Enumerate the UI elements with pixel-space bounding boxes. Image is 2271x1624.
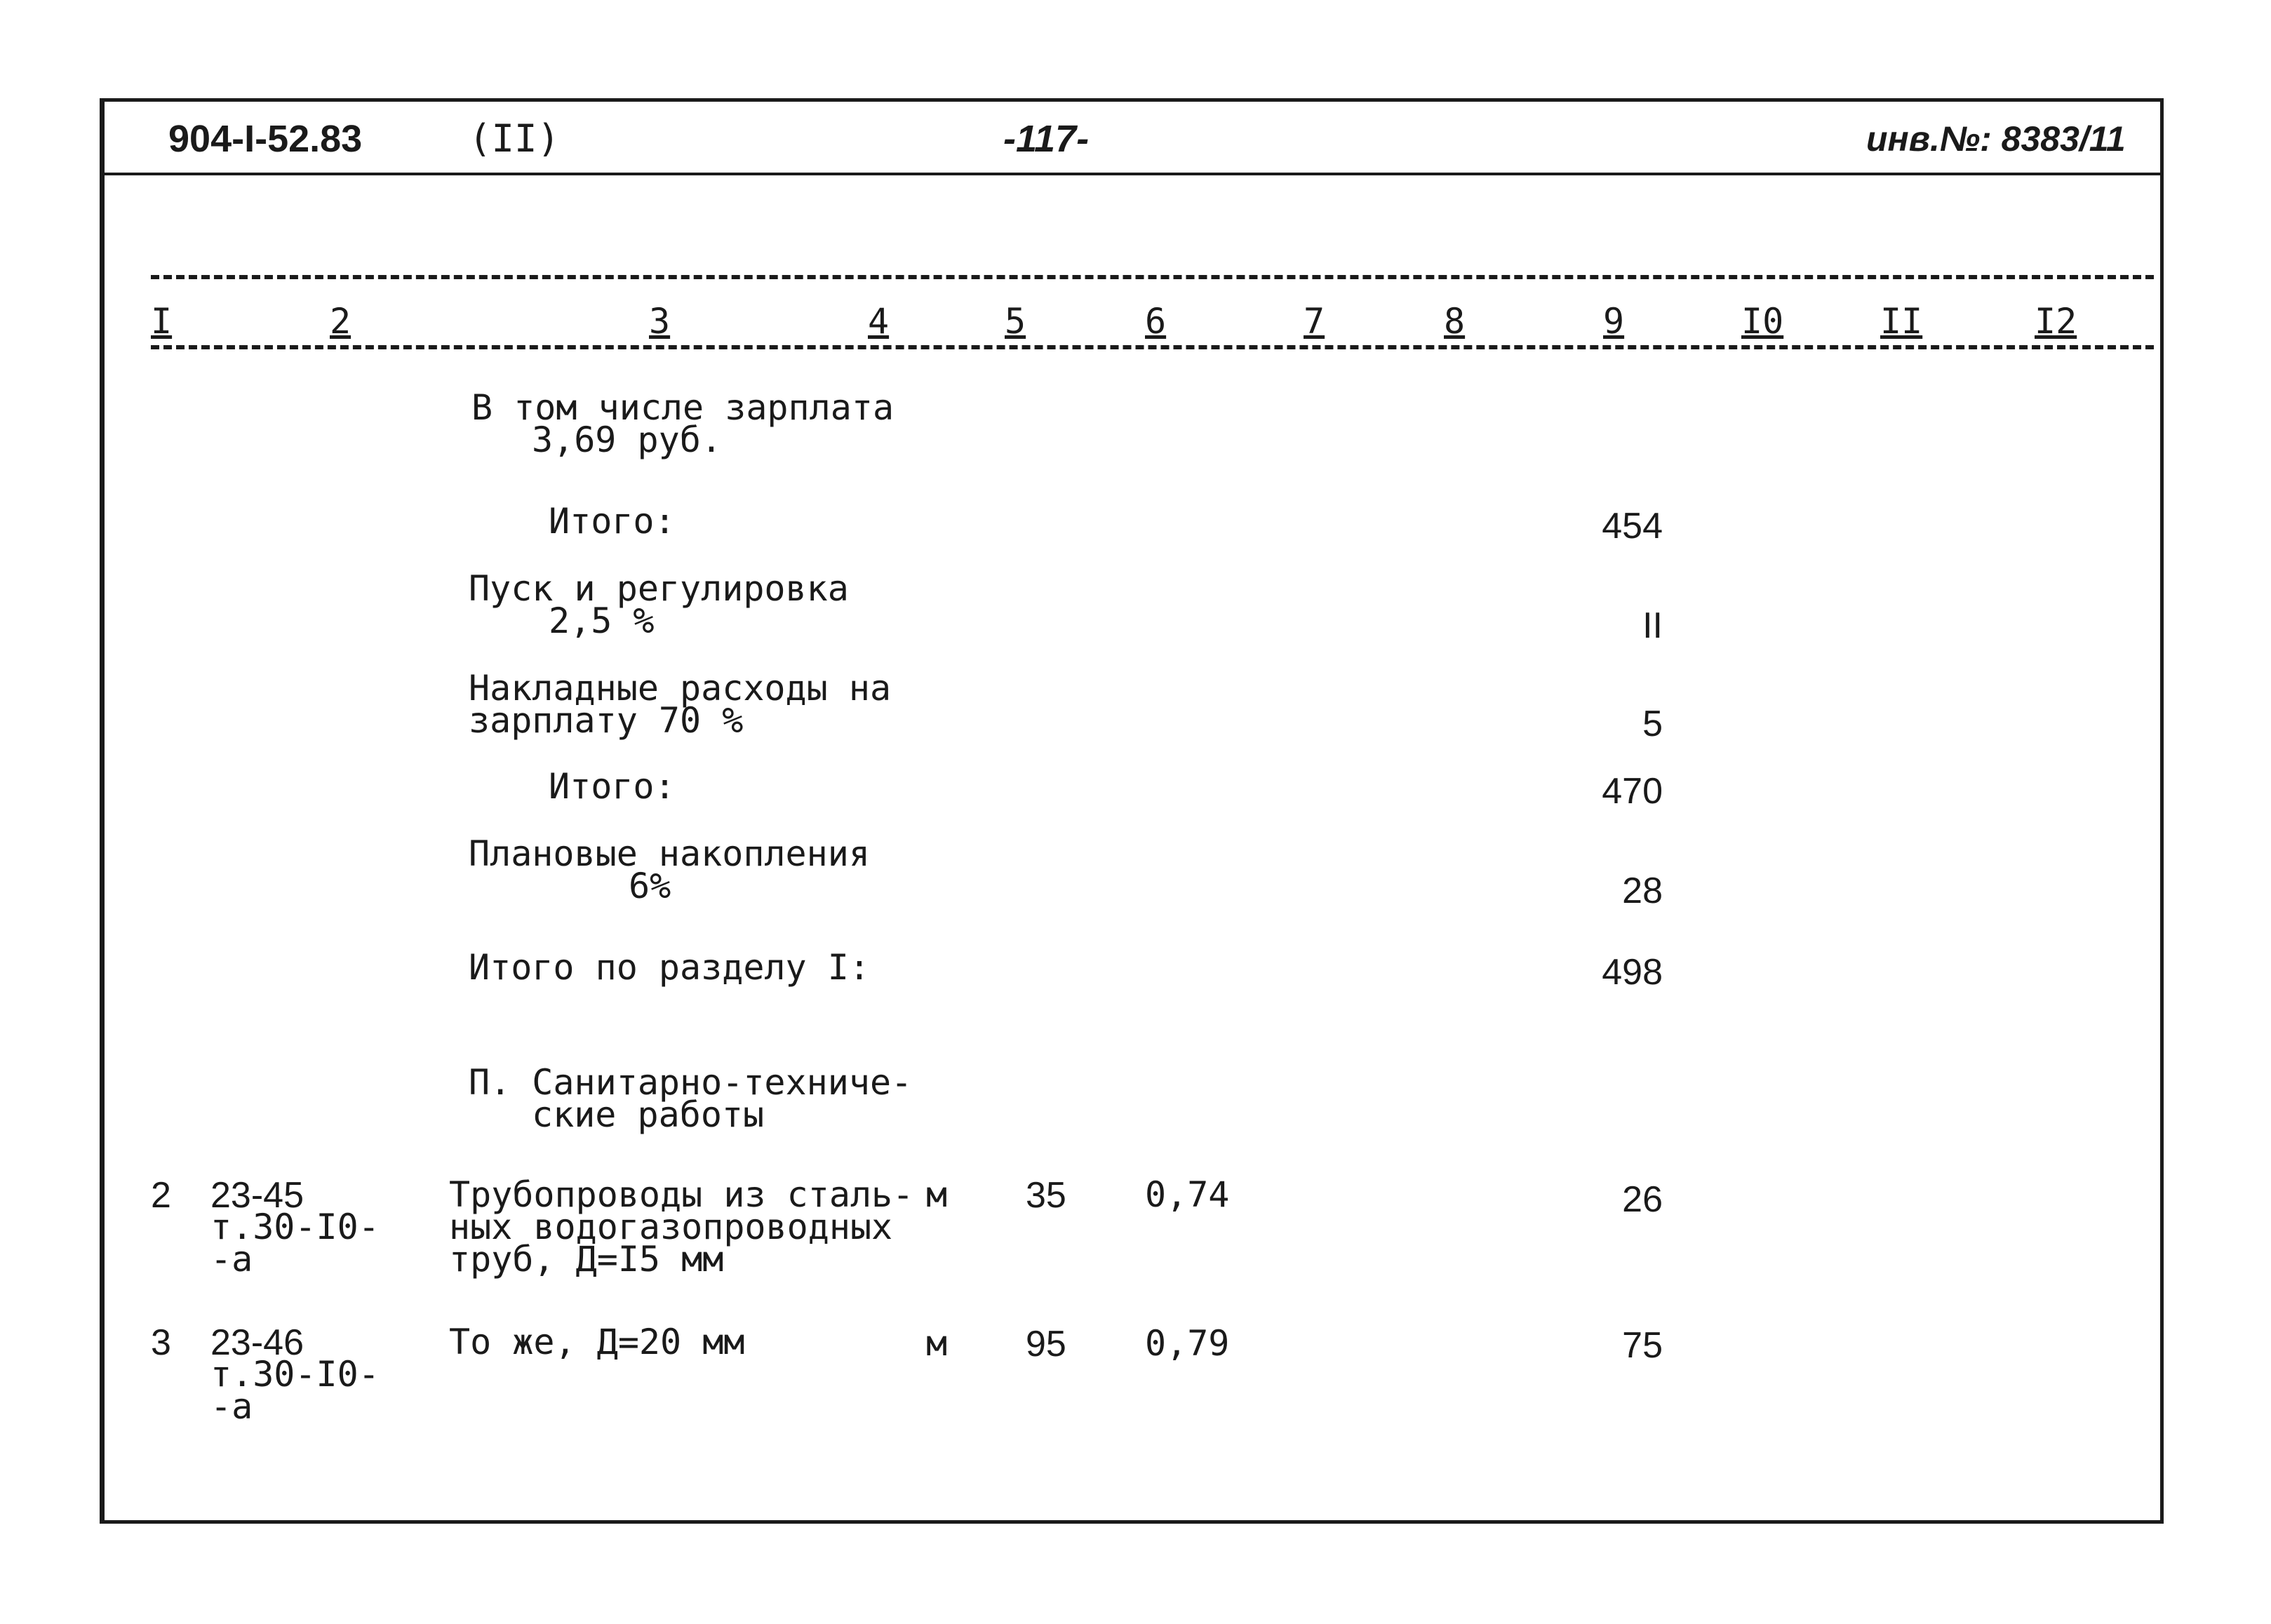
savings-value: 28 — [1622, 871, 1663, 911]
column-header-top-rule — [151, 275, 2154, 279]
table-row-total: 75 — [1622, 1325, 1663, 1366]
overhead-label-line1: Накладные расходы на — [469, 668, 892, 709]
table-row-no: 3 — [151, 1322, 171, 1363]
column-number: 4 — [868, 301, 890, 342]
column-number: I2 — [2035, 301, 2077, 342]
page-frame — [100, 98, 2164, 1524]
subtotal2-value: 470 — [1602, 771, 1663, 812]
table-row-code-line3: -а — [210, 1239, 253, 1280]
savings-label-line1: Плановые накопления — [469, 833, 870, 874]
table-row-desc-line1: То же, Д=20 мм — [449, 1322, 745, 1362]
startup-label-line1: Пуск и регулировка — [469, 568, 849, 609]
column-number: I — [151, 301, 173, 342]
column-number: 8 — [1444, 301, 1466, 342]
section-total-label: Итого по разделу I: — [469, 947, 870, 988]
section2-title-line1: П. Санитарно-техниче- — [469, 1062, 913, 1103]
subtotal-label: Итого: — [549, 501, 676, 542]
startup-label-line2: 2,5 % — [549, 600, 655, 641]
table-row-desc-line1: Трубопроводы из сталь- — [449, 1174, 914, 1215]
table-row-desc-line3: труб, Д=I5 мм — [449, 1239, 724, 1280]
table-row-code-line2: т.30-I0- — [210, 1207, 380, 1247]
table-row-unit: м — [926, 1174, 948, 1215]
table-row-unit: м — [926, 1323, 948, 1364]
table-row-qty: 95 — [1026, 1324, 1066, 1364]
doc-code: 904-I-52.83 — [168, 118, 363, 160]
column-number: 3 — [649, 301, 671, 342]
table-row-desc-line2: ных водогазопроводных — [449, 1207, 893, 1247]
page-number: -117- — [1003, 118, 1090, 160]
table-row-total: 26 — [1622, 1179, 1663, 1220]
header-divider — [100, 173, 2164, 175]
savings-label-line2: 6% — [629, 866, 671, 906]
overhead-value: 5 — [1642, 704, 1663, 744]
section-total-value: 498 — [1602, 952, 1663, 993]
table-row-price: 0,74 — [1145, 1174, 1230, 1215]
table-row-no: 2 — [151, 1175, 171, 1216]
column-number: I0 — [1741, 301, 1784, 342]
subtotal2-label: Итого: — [549, 766, 676, 807]
table-row-code-line1: 23-45 — [210, 1175, 304, 1216]
column-number: 6 — [1145, 301, 1167, 342]
salary-note-line1: В том числе зарплата — [471, 387, 895, 428]
table-row-code-line3: -а — [210, 1386, 253, 1427]
column-number: 7 — [1304, 301, 1325, 342]
column-number: 2 — [330, 301, 351, 342]
inventory-number: инв.№: 8383/11 — [1866, 119, 2126, 159]
column-number: 5 — [1005, 301, 1026, 342]
startup-value: II — [1642, 605, 1663, 646]
salary-note-line2: 3,69 руб. — [532, 420, 722, 460]
table-row-code-line1: 23-46 — [210, 1322, 304, 1363]
column-number: II — [1880, 301, 1923, 342]
table-row-qty: 35 — [1026, 1175, 1066, 1216]
column-header-bottom-rule — [151, 345, 2154, 349]
column-number: 9 — [1603, 301, 1625, 342]
overhead-label-line2: зарплату 70 % — [469, 700, 744, 741]
table-row-price: 0,79 — [1145, 1323, 1230, 1364]
section2-title-line2: ские работы — [532, 1094, 765, 1135]
doc-part: (II) — [469, 116, 561, 161]
subtotal-value: 454 — [1602, 506, 1663, 546]
table-row-code-line2: т.30-I0- — [210, 1354, 380, 1395]
